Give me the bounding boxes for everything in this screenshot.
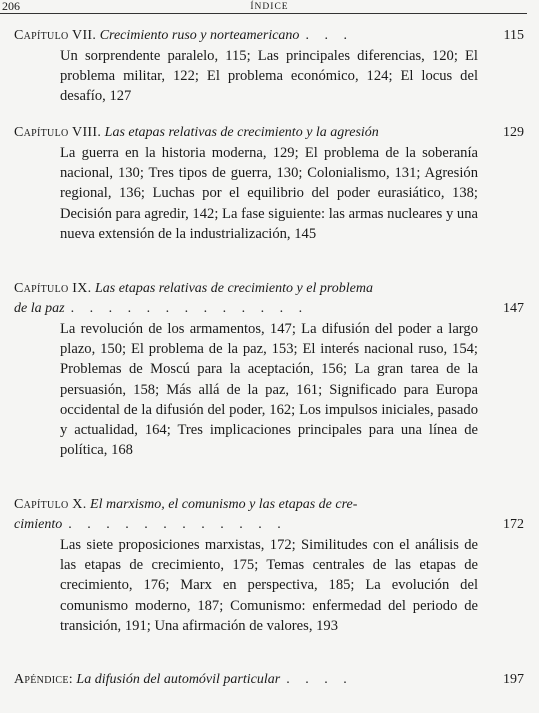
page-number: 206 [2, 0, 20, 13]
entry-heading [14, 26, 524, 46]
entry-heading [14, 670, 524, 690]
dot-leader: . . . [305, 28, 353, 43]
entry-title: El marxismo, el comunismo y las etapas de cre- [90, 497, 358, 512]
entry-title: Las etapas relativas de crecimiento y el problema [94, 281, 373, 296]
entry-sections: Las siete proposiciones marxistas, 172; Similitudes con el análisis de las etapas de crecimiento, 175; Temas centrales de las etapas de crecimiento, 176; Marx en perspectiva, 185; La evolución del comunismo moderno, 187; Comunismo: enfermedad del periodo de transición, 191; Una afirmación de valores, 193 [60, 537, 478, 634]
running-head [0, 0, 539, 14]
entry-page-number: 197 [503, 672, 524, 687]
entry-page-number: 172 [503, 517, 524, 532]
dot-leader: . . . . [286, 672, 353, 687]
entry-sections: La revolución de los armamentos, 147; La difusión del poder a largo plazo, 150; El problema de la paz, 153; El interés nacional ruso, 154; Problemas de Moscú para la aceptación, 156; La gran tarea de la persuasión, 158; Más allá de la paz, 161; Significado para Europa occidental de la difusión del poder, 162; Los impulsos iniciales, pasado y actualidad, 164; Tres implicaciones principales para una línea de política, 168 [60, 321, 478, 459]
entry-page-number: 115 [503, 28, 524, 43]
entry-title: La difusión del automóvil particular [76, 672, 281, 687]
running-title: ÍNDICE [250, 2, 289, 12]
toc-entry-chapter-9 [14, 279, 524, 460]
toc-entry-appendix [14, 670, 524, 690]
entry-title: Las etapas relativas de crecimiento y la agresión [104, 125, 379, 140]
entry-heading [14, 123, 524, 143]
entry-heading [14, 279, 524, 319]
entry-sections: La guerra en la historia moderna, 129; El problema de la soberanía nacional, 130; Tres tipos de guerra, 130; Colonialismo, 131; Agresión regional, 136; Luchas por el equilibrio del poder eurasiático, 138; Decisión para agredir, 142; La fase siguiente: las armas nucleares y una nueva extensión de la industrialización, 145 [60, 145, 478, 242]
entry-page-number: 147 [503, 301, 524, 316]
entry-title: Crecimiento ruso y norteamericano [99, 28, 300, 43]
header-rule [0, 13, 527, 14]
entry-page-number: 129 [503, 125, 524, 140]
entry-label: Capítulo X. [14, 497, 87, 512]
entry-sections: Un sorprendente paralelo, 115; Las principales diferencias, 120; El problema militar, 122; El problema económico, 124; El locus del desafío, 127 [60, 48, 478, 105]
entry-title-continued: de la paz [14, 301, 65, 316]
entry-label: Apéndice: [14, 672, 73, 687]
toc-entry-chapter-8 [14, 123, 524, 244]
entry-label: Capítulo IX. [14, 281, 92, 296]
toc-entry-chapter-7 [14, 26, 524, 107]
dot-leader: . . . . . . . . . . . . [68, 517, 287, 532]
entry-title-continued: cimiento [14, 517, 63, 532]
dot-leader: . . . . . . . . . . . . . [70, 301, 309, 316]
entry-heading [14, 495, 524, 535]
toc-entry-chapter-10 [14, 495, 524, 636]
entry-label: Capítulo VII. [14, 28, 97, 43]
entry-label: Capítulo VIII. [14, 125, 102, 140]
